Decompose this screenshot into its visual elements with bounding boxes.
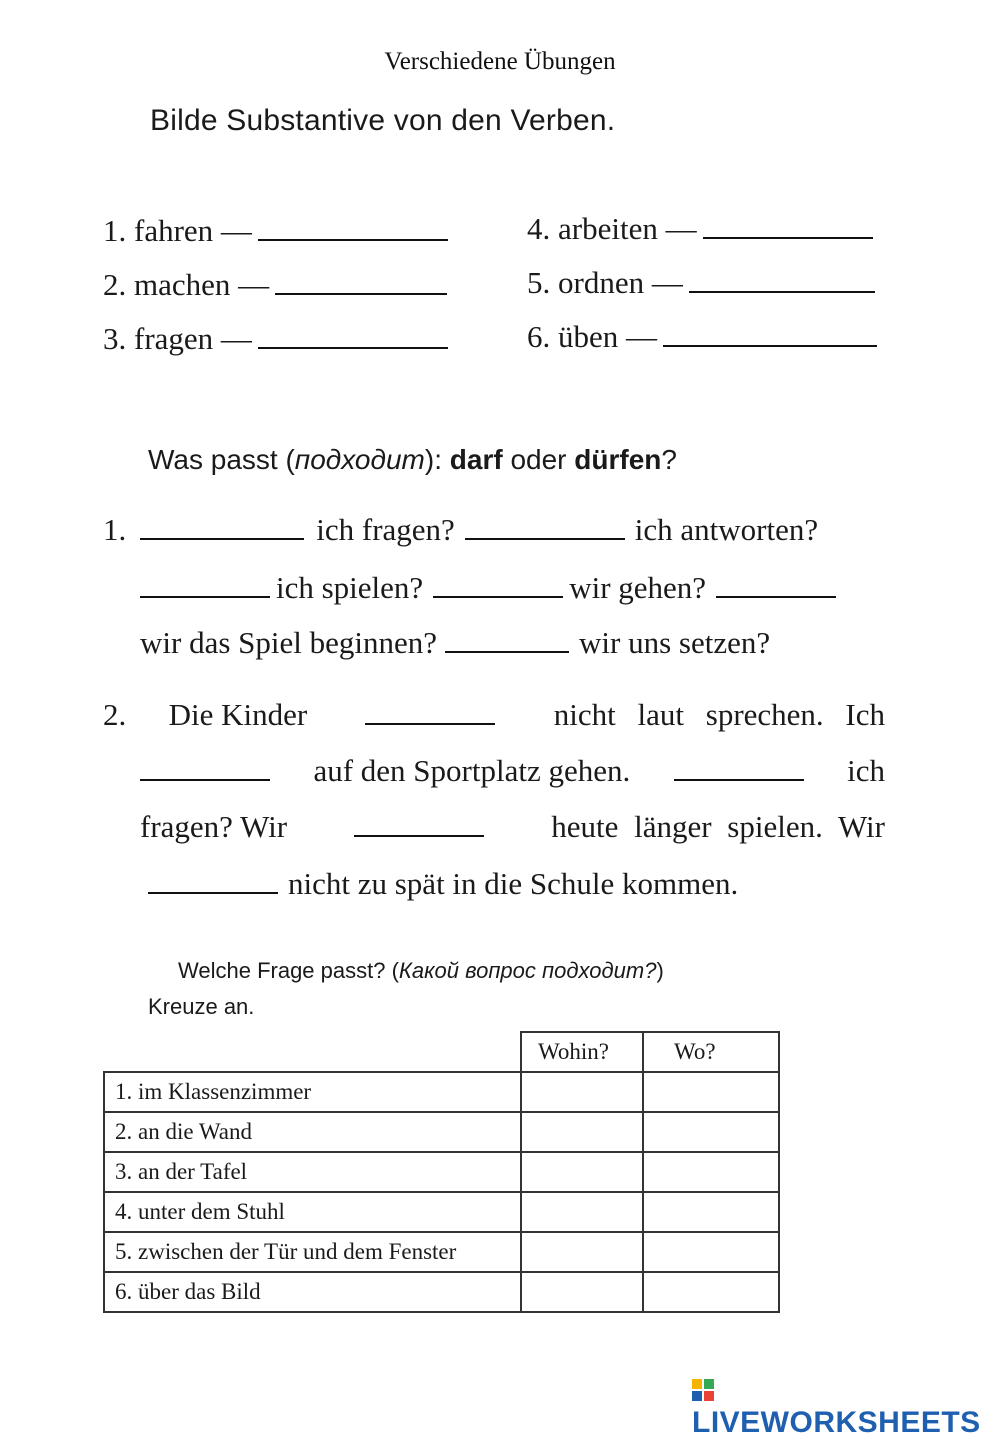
checkbox-wo-5[interactable]: [643, 1232, 779, 1272]
ex2-line-7: nicht zu spät in die Schule kommen.: [148, 866, 738, 902]
ex1-item-6: 6. üben —: [527, 319, 883, 355]
ex2-blank-7[interactable]: [365, 722, 495, 725]
ex2-line-6: fragen? Wir heute länger spielen. Wir: [140, 809, 885, 844]
checkbox-wohin-3[interactable]: [521, 1152, 643, 1192]
checkbox-wo-2[interactable]: [643, 1112, 779, 1152]
checkbox-wohin-4[interactable]: [521, 1192, 643, 1232]
liveworksheets-brand: LIVEWORKSHEETS: [692, 1372, 1000, 1440]
checkbox-wohin-6[interactable]: [521, 1272, 643, 1312]
page-title: Verschiedene Übungen: [384, 48, 616, 75]
ex1-blank-6[interactable]: [663, 344, 877, 347]
exercise3-heading: Welche Frage passt? (Какой вопрос подходит?): [178, 958, 664, 983]
table-row: [104, 1072, 779, 1112]
row-label: 5. zwischen der Tür und dem Fenster: [104, 1232, 521, 1272]
ex2-blank-3[interactable]: [140, 595, 270, 598]
table-row: [104, 1192, 779, 1232]
ex2-line-1: 1. ich fragen? ich antworten?: [103, 512, 819, 547]
ex2-line-3: wir das Spiel beginnen? wir uns setzen?: [140, 625, 771, 660]
checkbox-wohin-1[interactable]: [521, 1072, 643, 1112]
ex2-blank-11[interactable]: [148, 891, 278, 894]
table-row: [104, 1272, 779, 1312]
column-header-wohin: Wohin?: [521, 1032, 643, 1072]
exercise3-instruction: Kreuze an.: [148, 994, 255, 1019]
ex2-blank-8[interactable]: [140, 778, 270, 781]
ex2-blank-1[interactable]: [140, 537, 304, 540]
ex1-item-3: 3. fragen —: [103, 321, 454, 357]
ex2-blank-10[interactable]: [354, 834, 484, 837]
answer-table: [103, 1031, 780, 1313]
ex2-line-4: 2. Die Kinder nicht laut sprechen. Ich: [103, 697, 885, 732]
ex2-blank-6[interactable]: [445, 650, 569, 653]
ex1-item-1: 1. fahren —: [103, 213, 454, 249]
table-row: [104, 1152, 779, 1192]
table-row: [104, 1232, 779, 1272]
ex1-blank-4[interactable]: [703, 236, 873, 239]
ex1-item-4: 4. arbeiten —: [527, 211, 879, 247]
ex1-blank-1[interactable]: [258, 238, 448, 241]
table-row: [104, 1112, 779, 1152]
row-label: 3. an der Tafel: [104, 1152, 521, 1192]
ex1-item-2: 2. machen —: [103, 267, 453, 303]
liveworksheets-logo-icon: [692, 1379, 714, 1401]
row-label: 4. unter dem Stuhl: [104, 1192, 521, 1232]
ex2-line-2: ich spielen? wir gehen?: [140, 570, 842, 606]
ex1-blank-2[interactable]: [275, 292, 447, 295]
exercise2-heading: Was passt (подходит): darf oder dürfen?: [148, 444, 677, 475]
ex2-blank-2[interactable]: [465, 537, 625, 540]
row-label: 2. an die Wand: [104, 1112, 521, 1152]
checkbox-wohin-2[interactable]: [521, 1112, 643, 1152]
ex1-item-5: 5. ordnen —: [527, 265, 881, 301]
checkbox-wo-6[interactable]: [643, 1272, 779, 1312]
row-label: 6. über das Bild: [104, 1272, 521, 1312]
ex2-blank-9[interactable]: [674, 778, 804, 781]
ex2-blank-4[interactable]: [433, 595, 563, 598]
ex2-line-5: auf den Sportplatz gehen. ich: [140, 753, 885, 789]
exercise1-heading: Bilde Substantive von den Verben.: [150, 104, 616, 137]
checkbox-wo-1[interactable]: [643, 1072, 779, 1112]
checkbox-wohin-5[interactable]: [521, 1232, 643, 1272]
checkbox-wo-3[interactable]: [643, 1152, 779, 1192]
ex1-blank-5[interactable]: [689, 290, 875, 293]
ex1-blank-3[interactable]: [258, 346, 448, 349]
ex2-blank-5[interactable]: [716, 595, 836, 598]
checkbox-wo-4[interactable]: [643, 1192, 779, 1232]
row-label: 1. im Klassenzimmer: [104, 1072, 521, 1112]
column-header-wo: Wo?: [643, 1032, 779, 1072]
table-header-row: [104, 1032, 779, 1072]
table-empty-cell: [104, 1032, 521, 1072]
